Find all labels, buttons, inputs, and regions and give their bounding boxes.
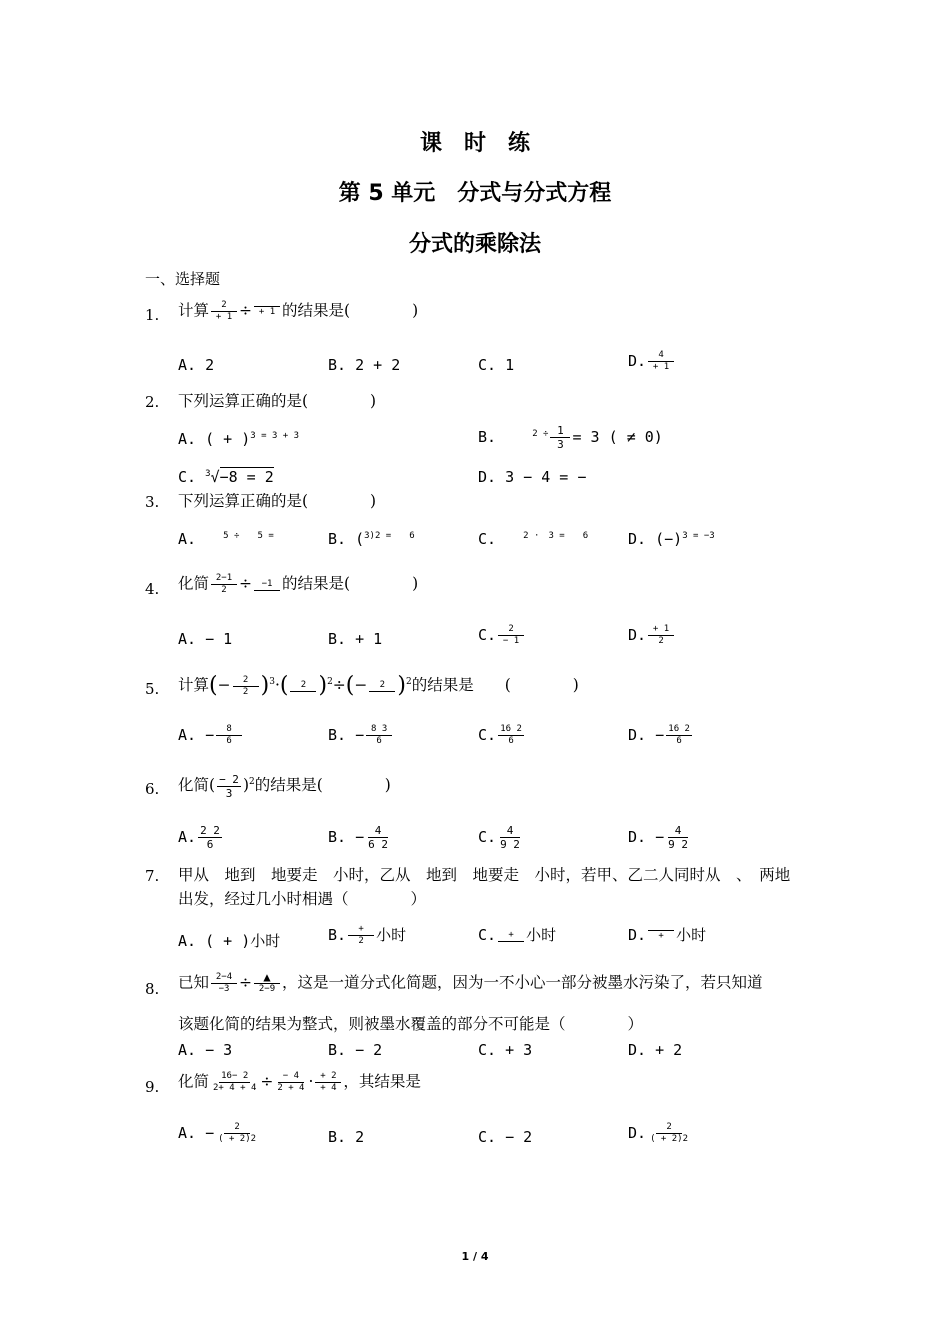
question-8-line-2: 该题化简的结果为整式，则被墨水覆盖的部分不可能是（ ） — [178, 1015, 644, 1033]
option-c[interactable]: C. + 3 — [478, 1041, 533, 1059]
option-c[interactable]: C. $^3$√−8 = 2 — [178, 468, 274, 486]
option-a[interactable]: A. $^{5 \div}$ $^{5 =}$ — [178, 530, 274, 548]
option-d[interactable]: D. $\frac{+ 1}{2}$ — [628, 624, 676, 647]
fraction: $\frac{2}{+ 1}$ — [211, 300, 237, 323]
option-a[interactable]: A. $\frac{2 2}{6}$ — [178, 824, 220, 851]
option-c[interactable]: C. $^{2 \cdot}$ $^{3 =}$ $^6$ — [478, 530, 589, 548]
option-d[interactable]: D. 3 − 4 = − — [478, 468, 587, 486]
section-heading: 一、选择题 — [145, 270, 221, 288]
option-b[interactable]: B. + 1 — [328, 630, 383, 648]
question-3: 下列运算正确的是( ) — [178, 492, 377, 510]
option-b[interactable]: B. − $\frac{8 3}{6}$ — [328, 724, 394, 747]
question-number: 9. — [145, 1078, 160, 1096]
question-number: 4. — [145, 580, 160, 598]
fraction: + 2 — [348, 924, 374, 947]
option-d[interactable]: D. − $\frac{4}{9 2}$ — [628, 824, 688, 851]
question-number: 1. — [145, 306, 160, 324]
unit-title: 第 5 单元 分式与分式方程 — [338, 181, 612, 206]
fraction: $\frac{4}{9 2}$ — [668, 824, 688, 851]
question-number: 7. — [145, 867, 160, 885]
fraction: $\frac{2}{( + 2)2}$ — [650, 1122, 688, 1144]
option-b[interactable]: B. − 2 — [328, 1041, 383, 1059]
fraction: $\frac{4}{9 2}$ — [500, 824, 520, 851]
option-d[interactable]: D. + 小时 — [628, 926, 707, 944]
question-2: 下列运算正确的是( ) — [178, 392, 377, 410]
fraction: $\frac{8 3}{6}$ — [366, 724, 392, 747]
option-b[interactable]: B. 2 + 2 — [328, 356, 401, 374]
fraction: ▲ 2−9 — [254, 972, 280, 995]
fraction: + 1 — [254, 306, 280, 318]
question-4: 化简 $\frac{2-1}{2}$ ÷ −1 的结果是( ) — [178, 573, 419, 595]
question-number: 3. — [145, 493, 160, 511]
fraction: $\frac{2 2}{6}$ — [200, 824, 220, 851]
lesson-title: 分式的乘除法 — [408, 232, 541, 257]
page-number: 1 / 4 — [461, 1250, 489, 1263]
fraction: 2 — [290, 680, 316, 692]
option-a[interactable]: A. 2 — [178, 356, 215, 374]
option-d[interactable]: D. $\frac{4}{+ 1}$ — [628, 350, 676, 373]
fraction: 2 — [369, 680, 395, 692]
fraction: $\frac{2}{2}$ — [233, 675, 259, 698]
option-d[interactable]: D. + 2 — [628, 1041, 683, 1059]
option-a[interactable]: A. − $\frac{2}{( + 2)2}$ — [178, 1122, 257, 1144]
question-8-line-1: 已知 $\frac{2-4}{-3}$ ÷ ▲ 2−9 ，这是一道分式化简题，因为一不小心一部分被墨水污染了，若只知道 — [178, 970, 763, 994]
option-c[interactable]: C. $\frac{4}{9 2}$ — [478, 824, 520, 851]
fraction: $\frac{16 2}{6}$ — [666, 724, 692, 747]
question-number: 8. — [145, 980, 160, 998]
fraction: $\frac{8}{6}$ — [216, 724, 242, 747]
fraction: $\frac{4}{6 2}$ — [368, 824, 388, 851]
option-b[interactable]: B. ($^{3)2 =}$ $^6$ — [328, 530, 415, 548]
question-number: 6. — [145, 780, 160, 798]
question-5: 计算(− $\frac{2}{2}$ )$^3$·( 2 )$^2$÷(− 2 )$^2$的结果是 ( ) — [178, 673, 579, 699]
option-b[interactable]: B. $^{2 \div}$ $\frac{1}{3}$ = 3 ( ≠ 0) — [478, 424, 663, 451]
question-6: 化简( $\frac{- 2}{3}$ )$^2$的结果是( ) — [178, 772, 391, 800]
question-number: 5. — [145, 680, 160, 698]
option-c[interactable]: C. + 小时 — [478, 926, 557, 944]
question-7-line-2: 出发，经过几小时相遇（ ） — [178, 890, 427, 908]
option-b[interactable]: B. 2 — [328, 1128, 365, 1146]
fraction: $\frac{4}{+ 1}$ — [648, 350, 674, 373]
fraction: $\frac{+ 1}{2}$ — [648, 624, 674, 647]
fraction: $\frac{2-4}{-3}$ — [211, 972, 237, 995]
option-c[interactable]: C. $\frac{2}{- 1}$ — [478, 624, 526, 647]
fraction: $\frac{16 2}{6}$ — [498, 724, 524, 747]
fraction: $\frac{- 2}{3}$ — [219, 772, 239, 800]
option-d[interactable]: D. $(-)^{3 = -3}$ — [628, 530, 715, 548]
fraction: $\frac{- 4}{2 + 4}$ — [277, 1071, 305, 1093]
option-c[interactable]: C. $\frac{16 2}{6}$ — [478, 724, 526, 747]
fraction: $\frac{2-1}{2}$ — [211, 573, 237, 596]
option-c[interactable]: C. − 2 — [478, 1128, 533, 1146]
question-number: 2. — [145, 393, 160, 411]
option-a[interactable]: A. − 3 — [178, 1041, 233, 1059]
fraction: + — [648, 930, 674, 942]
option-b[interactable]: B. + 2 小时 — [328, 924, 407, 946]
fraction: + — [498, 930, 524, 942]
option-c[interactable]: C. 1 — [478, 356, 515, 374]
option-a[interactable]: A. ( + )$^{3 =}$ $^{3 +}$ $^3$ — [178, 430, 300, 448]
question-7-line-1: 甲从 地到 地要走 小时，乙从 地到 地要走 小时，若甲、乙二人同时从 、 两地 — [178, 866, 791, 884]
question-9: 化简 $\frac{16- 2}{2+ 4 + 4}$ ÷ $\frac{- 4}{2 + 4}$ · $\frac{+ 2}{+ 4}$ ，其结果是 — [178, 1071, 421, 1093]
fraction: $\frac{+ 2}{+ 4}$ — [315, 1071, 341, 1094]
fraction: −1 — [254, 579, 280, 591]
page-title: 课 时 练 — [419, 131, 530, 156]
fraction: $\frac{16- 2}{2+ 4 + 4}$ — [213, 1071, 257, 1093]
fraction: $\frac{1}{3}$ — [550, 424, 570, 451]
option-a[interactable]: A. − $\frac{8}{6}$ — [178, 724, 244, 747]
question-1: 计算 $\frac{2}{+ 1}$ ÷ + 1 的结果是( ) — [178, 300, 419, 322]
option-d[interactable]: D. − $\frac{16 2}{6}$ — [628, 724, 694, 747]
option-a[interactable]: A. ( + )小时 — [178, 932, 281, 950]
fraction: $\frac{2}{- 1}$ — [498, 624, 524, 647]
option-d[interactable]: D. $\frac{2}{( + 2)2}$ — [628, 1122, 688, 1144]
option-b[interactable]: B. − $\frac{4}{6 2}$ — [328, 824, 388, 851]
fraction: $\frac{2}{( + 2)2}$ — [218, 1122, 257, 1144]
option-a[interactable]: A. − 1 — [178, 630, 233, 648]
